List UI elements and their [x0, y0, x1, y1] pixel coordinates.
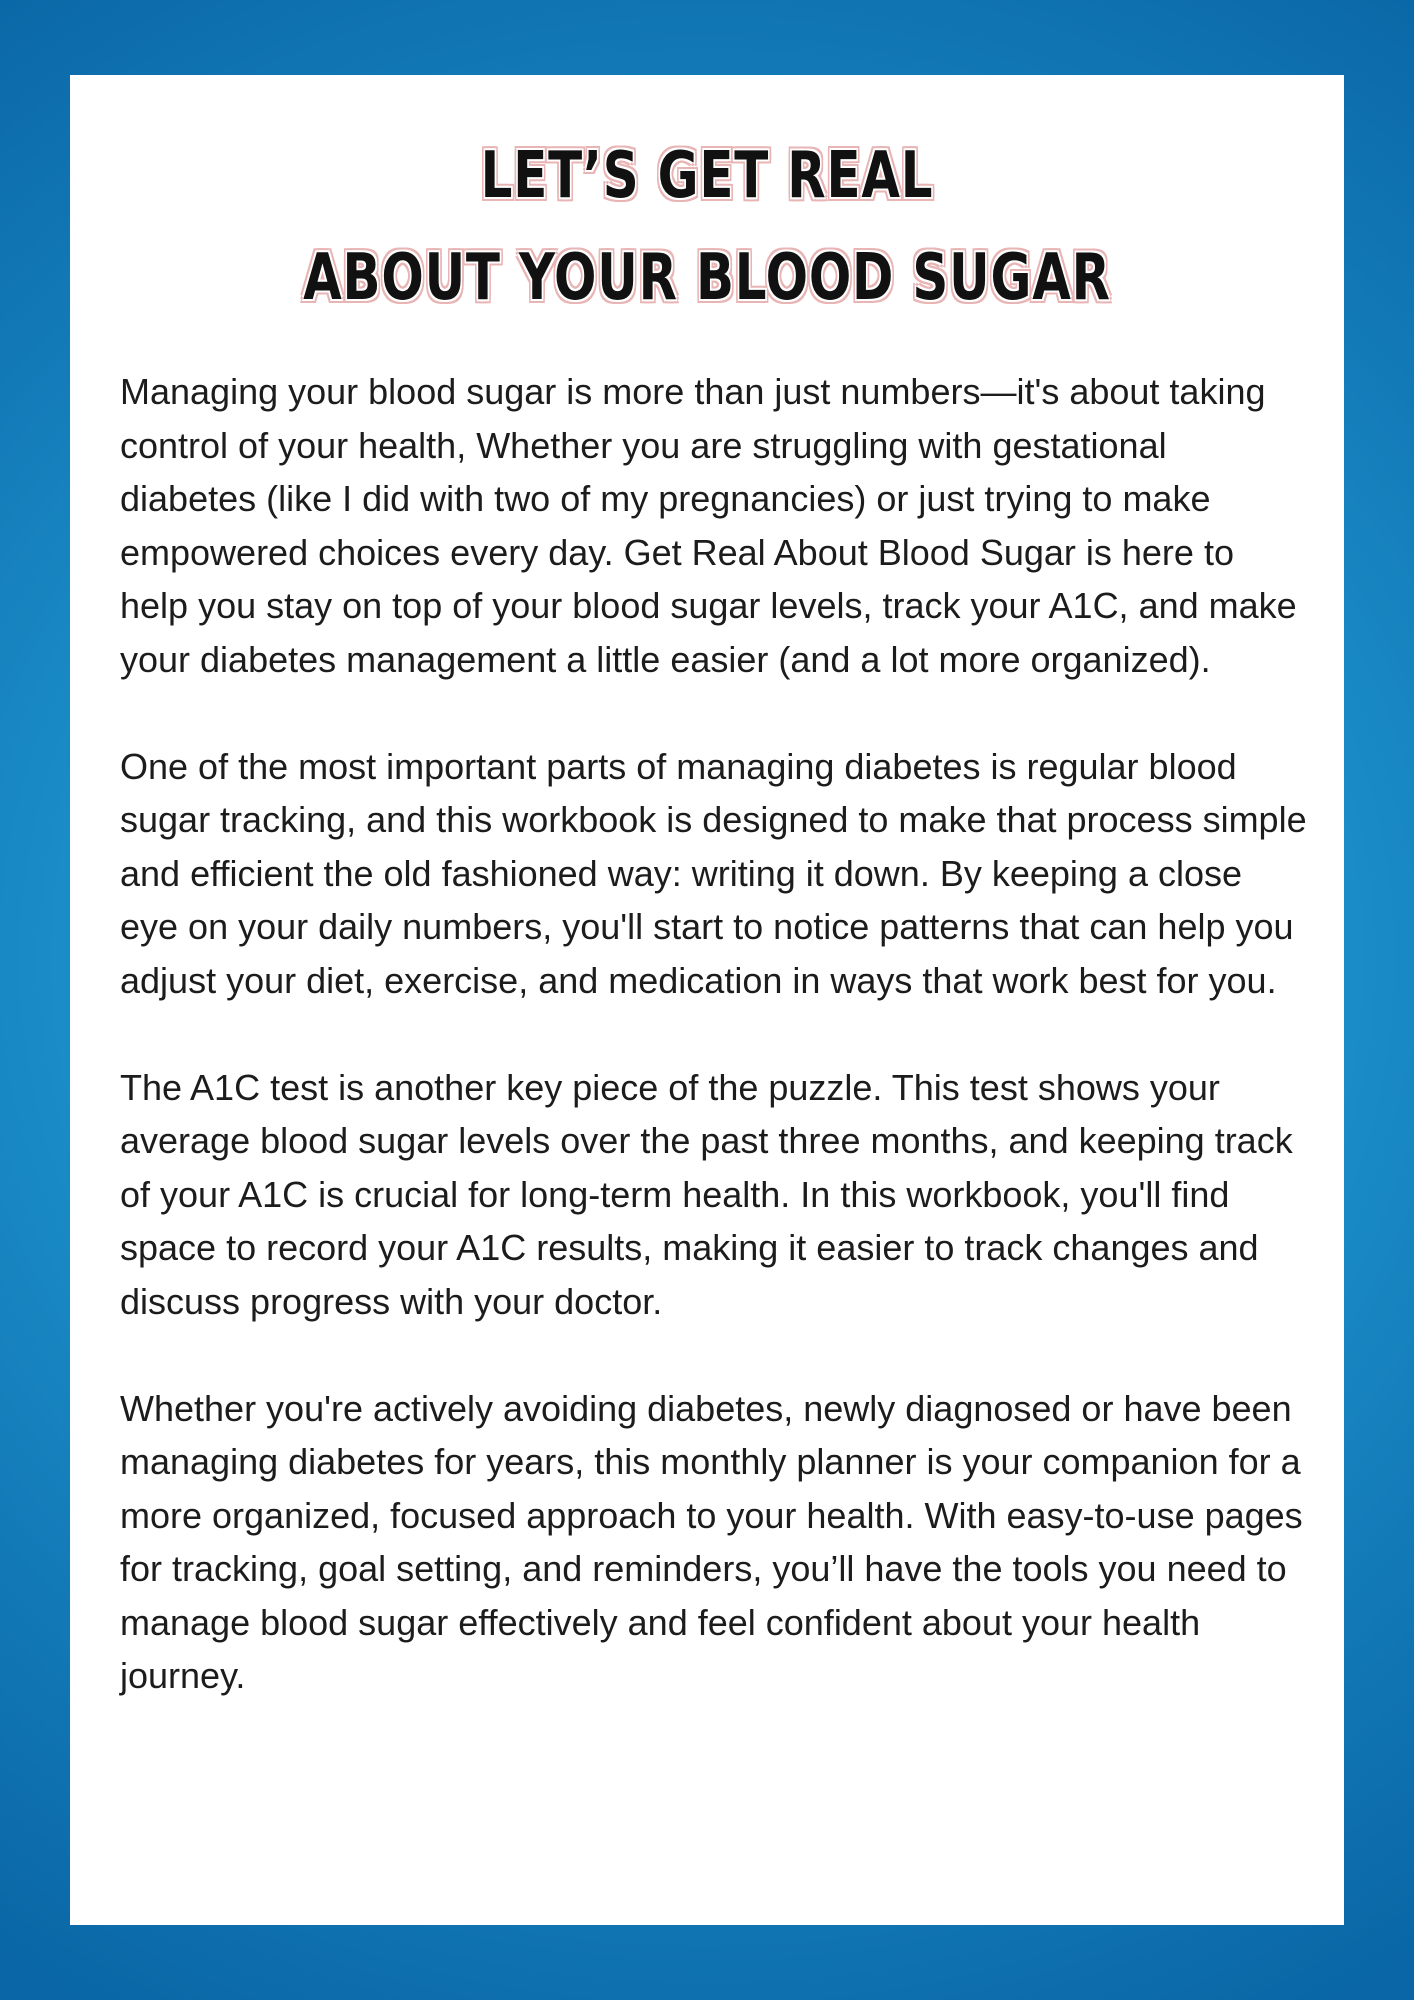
body-text [120, 365, 1310, 1756]
document-page [70, 75, 1344, 1925]
paragraph-intro: Managing your blood sugar is more than just numbers—it's about taking control of your health, Whether you are struggling with gestational diabetes (like I did with two of my pregnancies) or just trying to make empowered choices every day. Get Real About Blood Sugar is here to help you stay on top of your blood sugar levels, track your A1C, and make your diabetes management a little easier (and a lot more organized). [120, 371, 1297, 680]
title-line-2: ABOUT YOUR BLOOD SUGAR [303, 241, 1111, 315]
paragraph-a1c: The A1C test is another key piece of the puzzle. This test shows your average blood sugar levels over the past three months, and keeping track of your A1C is crucial for long-term health. In this workbook, you'll find space to record your A1C results, making it easier to track changes and discuss progress with your doctor. [120, 1066, 1293, 1322]
title-line-1: LET’S GET REAL [480, 139, 934, 213]
page-title [210, 125, 1204, 329]
paragraph-tracking: One of the most important parts of managing diabetes is regular blood sugar tracking, and this workbook is designed to make that process simple and efficient the old fashioned way: writing it down. By keeping a close eye on your daily numbers, you'll start to notice patterns that can help you adjust your diet, exercise, and medication in ways that work best for you. [120, 745, 1307, 1001]
paragraph-planner: Whether you're actively avoiding diabetes, newly diagnosed or have been managing diabetes for years, this monthly planner is your companion for a more organized, focused approach to your health. With easy-to-use pages for tracking, goal setting, and reminders, you’ll have the tools you need to manage blood sugar effectively and feel confident about your health journey. [120, 1387, 1303, 1696]
